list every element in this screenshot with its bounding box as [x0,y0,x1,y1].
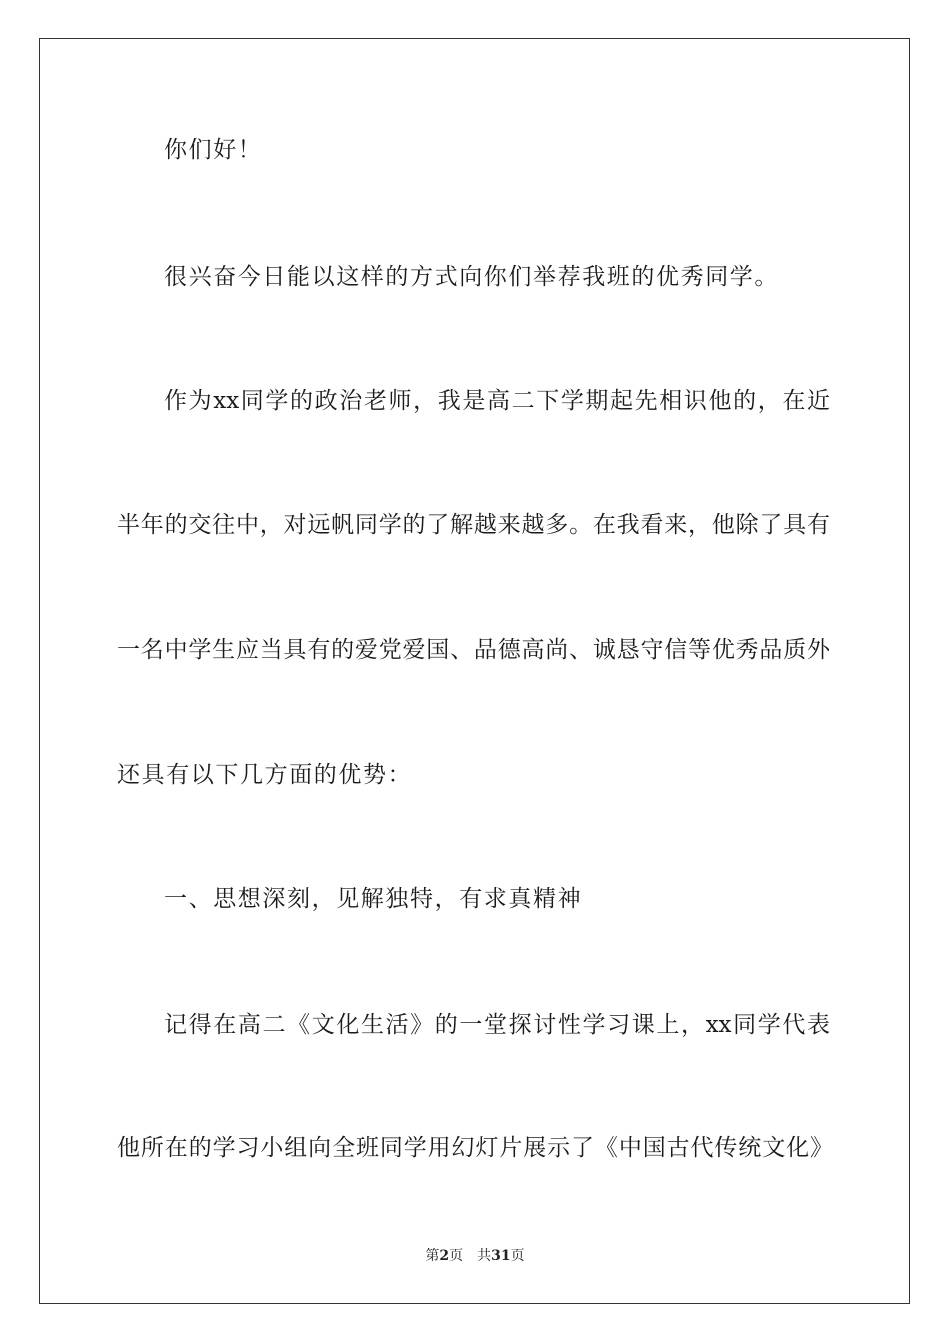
paragraph-line: 很兴奋今日能以这样的方式向你们举荐我班的优秀同学。 [164,264,779,290]
page-number: 2 [439,1248,450,1264]
paragraph-line: 一名中学生应当具有的爱党爱国、品德高尚、诚恳守信等优秀品质外 [117,637,830,663]
paragraph-line: 记得在高二《文化生活》的一堂探讨性学习课上，xx同学代表 [164,1012,830,1038]
page-suffix: 页 [449,1248,464,1264]
greeting-line: 你们好！ [164,137,263,163]
paragraph-line: 作为xx同学的政治老师，我是高二下学期起先相识他的，在近 [164,388,830,414]
total-prefix: 共 [477,1248,492,1264]
total-pages: 31 [491,1248,511,1264]
paragraph-line: 半年的交往中，对远帆同学的了解越来越多。在我看来，他除了具有 [117,512,830,538]
paragraph-line: 他所在的学习小组向全班同学用幻灯片展示了《中国古代传统文化》 [117,1135,833,1161]
page-footer [0,1247,950,1265]
page-frame [39,38,910,1304]
page-prefix: 第 [425,1248,440,1264]
paragraph-line: 还具有以下几方面的优势： [117,762,413,788]
total-suffix: 页 [510,1248,525,1264]
section-heading: 一、思想深刻，见解独特，有求真精神 [164,886,583,912]
